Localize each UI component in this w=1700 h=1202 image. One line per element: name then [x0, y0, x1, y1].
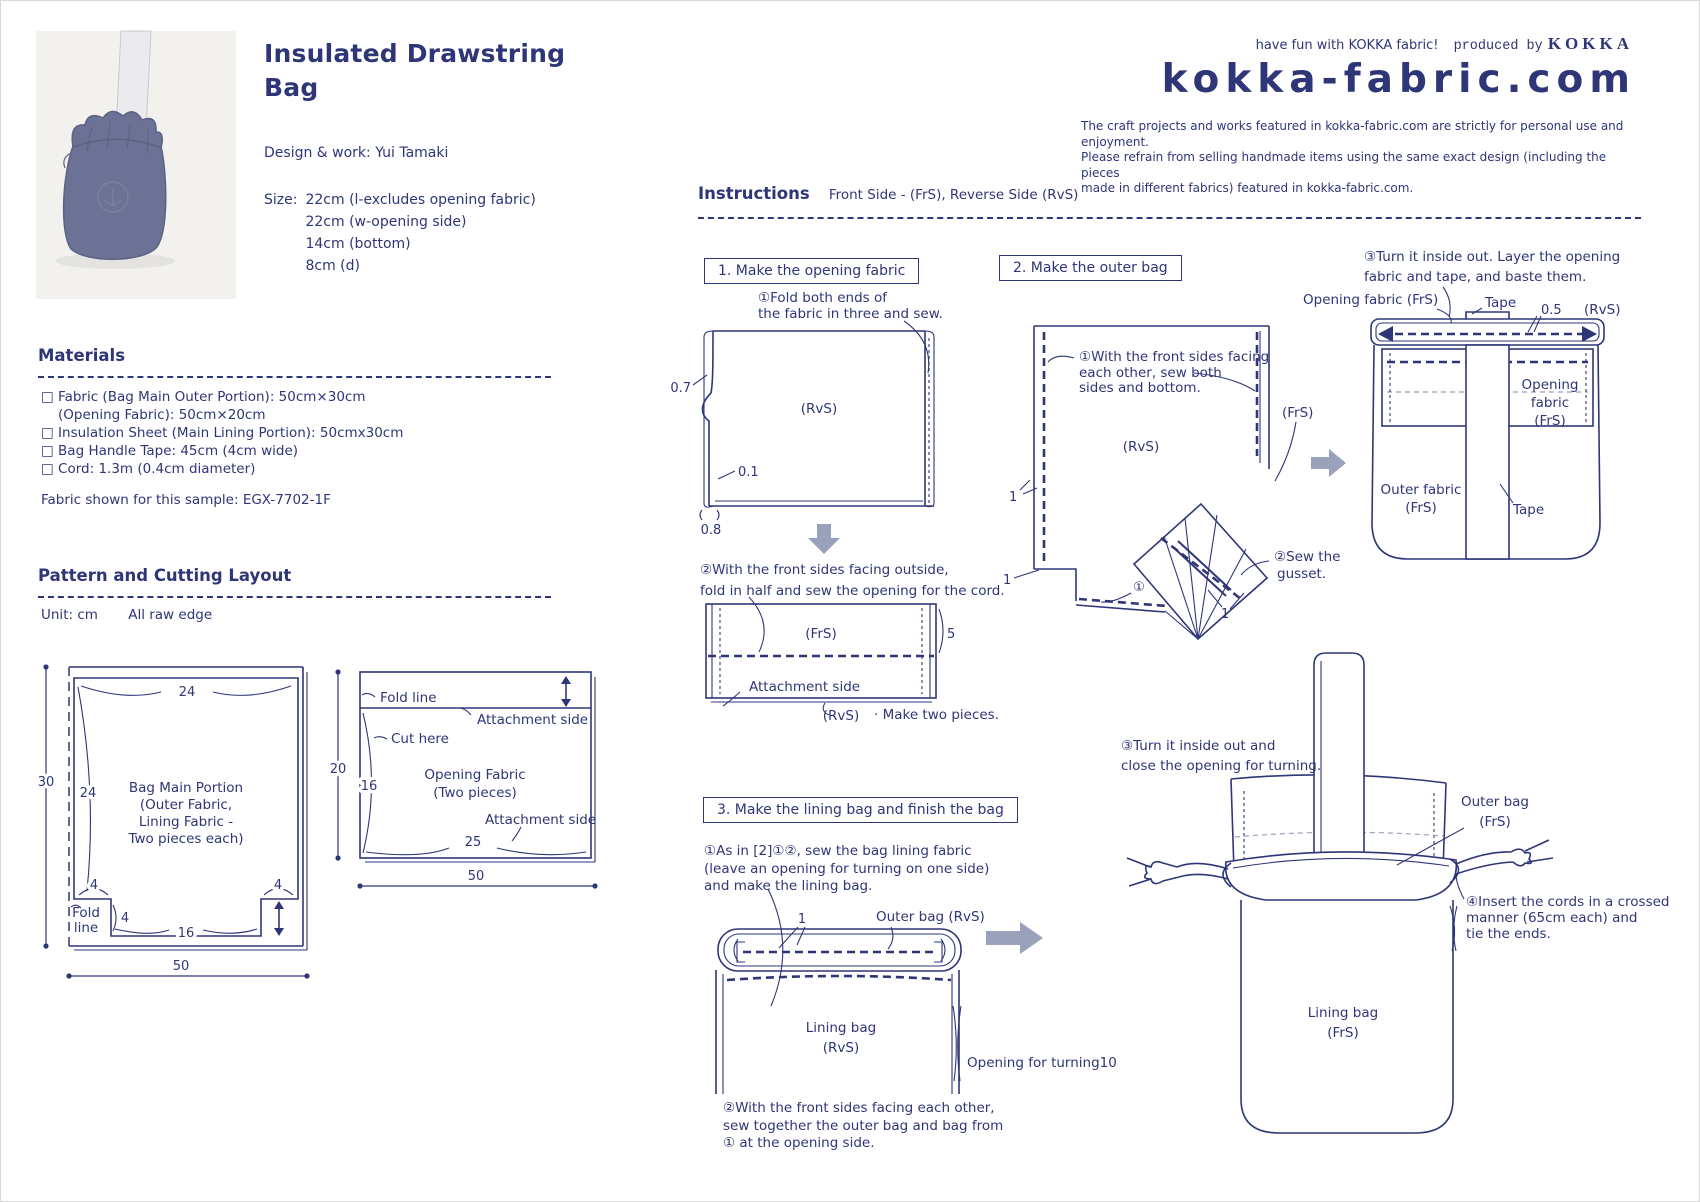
label-main-1: Bag Main Portion: [128, 780, 244, 796]
list-item: □ Bag Handle Tape: 45cm (4cm wide): [41, 443, 299, 459]
bag-photo: [36, 31, 236, 299]
list-item: □ Fabric (Bag Main Outer Portion): 50cm×30cm: [41, 389, 366, 405]
label-tape-top: Tape: [1485, 295, 1517, 311]
label-fold-line: Fold line: [380, 690, 437, 706]
step1-diagram-a: [670, 321, 934, 538]
arrow-right-icon: [1311, 449, 1346, 477]
label-lining-1: Lining bag: [805, 1020, 877, 1036]
size-block: [264, 189, 536, 277]
dim-1-bottom: 1: [1003, 573, 1012, 588]
step2-note1: ①With the front sides facing each other, sew both sides and bottom.: [1079, 349, 1270, 396]
final-diagram: [1127, 653, 1553, 1133]
label-final-outer-1: Outer bag: [1460, 794, 1530, 810]
arrow-right-big-icon: [986, 922, 1043, 954]
step3-diagram: [716, 889, 1117, 1094]
label-attach-1b: Attachment side: [749, 679, 861, 695]
dim-1-left: 1: [1009, 490, 1018, 505]
label-outer-bag-rvs: Outer bag (RvS): [876, 909, 985, 925]
step3-note1: ①As in [2]①②, sew the bag lining fabric (leave an opening for turning on one side) and make the lining bag.: [704, 843, 990, 894]
step2-diagram-b: [1303, 287, 1620, 559]
step2-note3: ③Turn it inside out. Layer the opening fabric and tape, and baste them.: [1364, 249, 1621, 285]
materials-heading: Materials: [38, 346, 126, 365]
size-label: Size:: [264, 192, 298, 208]
brand-produced-by: produced by: [1453, 39, 1543, 54]
label-final-outer-2: (FrS): [1479, 814, 1511, 830]
label-opening-1: Opening Fabric: [424, 767, 526, 783]
disclaimer: The craft projects and works featured in kokka-fabric.com are strictly for personal use and enjoyment. Please refrain from selling handmade items using the same exact design (including the pieces made in different fabrics) featured in kokka-fabric.com.: [1081, 119, 1624, 195]
label-tape-mid: Tape: [1513, 502, 1545, 518]
label-frs-1b: (FrS): [805, 626, 837, 642]
dim-0-8: 0.8: [700, 523, 722, 538]
list-item: □ Insulation Sheet (Main Lining Portion): 50cmx30cm: [41, 425, 404, 441]
label-main-3: Lining Fabric -: [138, 814, 234, 830]
step1-box: 1. Make the opening fabric: [704, 258, 919, 284]
dim-16-opening: 16: [360, 779, 378, 794]
dim-30: 30: [37, 775, 55, 790]
step3-box: 3. Make the lining bag and finish the bag: [703, 797, 1018, 823]
label-main-2: (Outer Fabric,: [139, 797, 233, 813]
step1-note2: ②With the front sides facing outside, fold in half and sew the opening for the cord.: [700, 562, 1005, 599]
dim-24-top: 24: [178, 685, 196, 700]
final-note3: ③Turn it inside out and close the opening for turning.: [1121, 738, 1322, 774]
dim-5: 5: [947, 627, 956, 642]
dim-25: 25: [464, 835, 482, 850]
pattern-opening-diagram: [330, 669, 598, 888]
grain-arrow: [274, 901, 284, 936]
list-item: (Opening Fabric): 50cm×20cm: [58, 407, 266, 423]
label-rvs-2: (RvS): [1122, 439, 1160, 455]
list-item: □ Cord: 1.3m (0.4cm diameter): [41, 461, 256, 477]
label-main-4: Two pieces each): [128, 831, 244, 847]
label-attach-bottom: Attachment side: [485, 812, 597, 828]
dim-1-kite: 1: [1221, 607, 1230, 622]
step1-note1: ①Fold both ends of the fabric in three and sew.: [758, 290, 943, 322]
dim-16: 16: [177, 926, 195, 941]
label-outer-fabric-1: Outer fabric: [1380, 482, 1462, 498]
label-of-1: Opening: [1521, 377, 1579, 393]
label-of-2: fabric: [1530, 395, 1570, 411]
instructions-heading: Instructions: [698, 184, 810, 203]
pattern-divider: [38, 596, 551, 598]
label-cut-here: Cut here: [391, 731, 449, 747]
label-fold-1: Fold: [72, 905, 100, 921]
kokka-logo: KOKKA: [1547, 34, 1633, 53]
step1-diagram-b: [706, 597, 999, 724]
dim-4-inner: 4: [120, 911, 130, 926]
label-of-3: (FrS): [1534, 413, 1566, 429]
unit-label: Unit: cm: [41, 607, 98, 623]
dim-20: 20: [329, 762, 347, 777]
label-attach-top: Attachment side: [477, 712, 589, 728]
dim-50-main: 50: [172, 959, 190, 974]
label-frs-2: (FrS): [1282, 405, 1314, 421]
designer: Design & work: Yui Tamaki: [264, 145, 449, 161]
pattern-main-diagram: [38, 664, 310, 978]
label-sew-gusset-2: gusset.: [1277, 566, 1327, 582]
side-legend: Front Side - (FrS), Reverse Side (RvS): [828, 187, 1079, 203]
label-final-lining-2: (FrS): [1327, 1025, 1359, 1041]
label-opening-2: (Two pieces): [433, 785, 517, 801]
fabric-sample-note: Fabric shown for this sample: EGX-7702-1F: [41, 492, 331, 508]
dim-0-7: 0.7: [670, 381, 691, 396]
dim-1-step3: 1: [797, 912, 807, 927]
raw-edge-note: All raw edge: [128, 607, 213, 623]
brand-tagline: have fun with KOKKA fabric!: [1255, 38, 1439, 53]
label-lining-2: (RvS): [822, 1040, 860, 1056]
pattern-heading: Pattern and Cutting Layout: [38, 566, 292, 585]
size-lines: 22cm (l-excludes opening fabric) 22cm (w-opening side) 14cm (bottom) 8cm (d): [305, 192, 536, 274]
materials-divider: [38, 376, 551, 378]
step3-note2: ②With the front sides facing each other, sew together the outer bag and bag from ① at the opening side.: [723, 1100, 1004, 1151]
label-rvs-2b: (RvS): [1584, 302, 1621, 318]
dim-4-right: 4: [273, 878, 283, 893]
label-sew-gusset-1: ②Sew the: [1274, 549, 1341, 565]
site-logo: kokka-fabric.com: [1161, 57, 1636, 102]
label-rvs-1b: (RvS): [822, 708, 860, 724]
label-opening-frs: Opening fabric (FrS): [1303, 292, 1439, 308]
circled-1: ①: [1133, 580, 1145, 595]
final-note4: ④Insert the cords in a crossed manner (65cm each) and tie the ends.: [1466, 894, 1670, 942]
label-outer-fabric-2: (FrS): [1405, 500, 1437, 516]
label-opening-turning: Opening for turning10: [967, 1055, 1117, 1071]
dim-0-1: 0.1: [738, 465, 759, 480]
dim-50-opening: 50: [467, 869, 485, 884]
label-make-two: · Make two pieces.: [874, 707, 1000, 723]
label-fold-2: line: [73, 920, 99, 936]
grain-arrow: [561, 676, 571, 707]
dim-0-5: 0.5: [1541, 303, 1562, 318]
brand-top-row: [1101, 34, 1633, 54]
page-title: Insulated Drawstring Bag: [264, 39, 566, 102]
unit-row: [41, 607, 212, 623]
instructions-header: [698, 184, 1078, 203]
step2-box: 2. Make the outer bag: [999, 255, 1182, 281]
dim-24-left: 24: [79, 786, 97, 801]
instructions-divider: [698, 217, 1641, 219]
label-final-lining-1: Lining bag: [1307, 1005, 1379, 1021]
label-rvs-1a: (RvS): [800, 401, 838, 417]
dim-4-left: 4: [89, 878, 99, 893]
materials-list: [41, 388, 403, 478]
arrow-down-icon: [808, 524, 840, 554]
